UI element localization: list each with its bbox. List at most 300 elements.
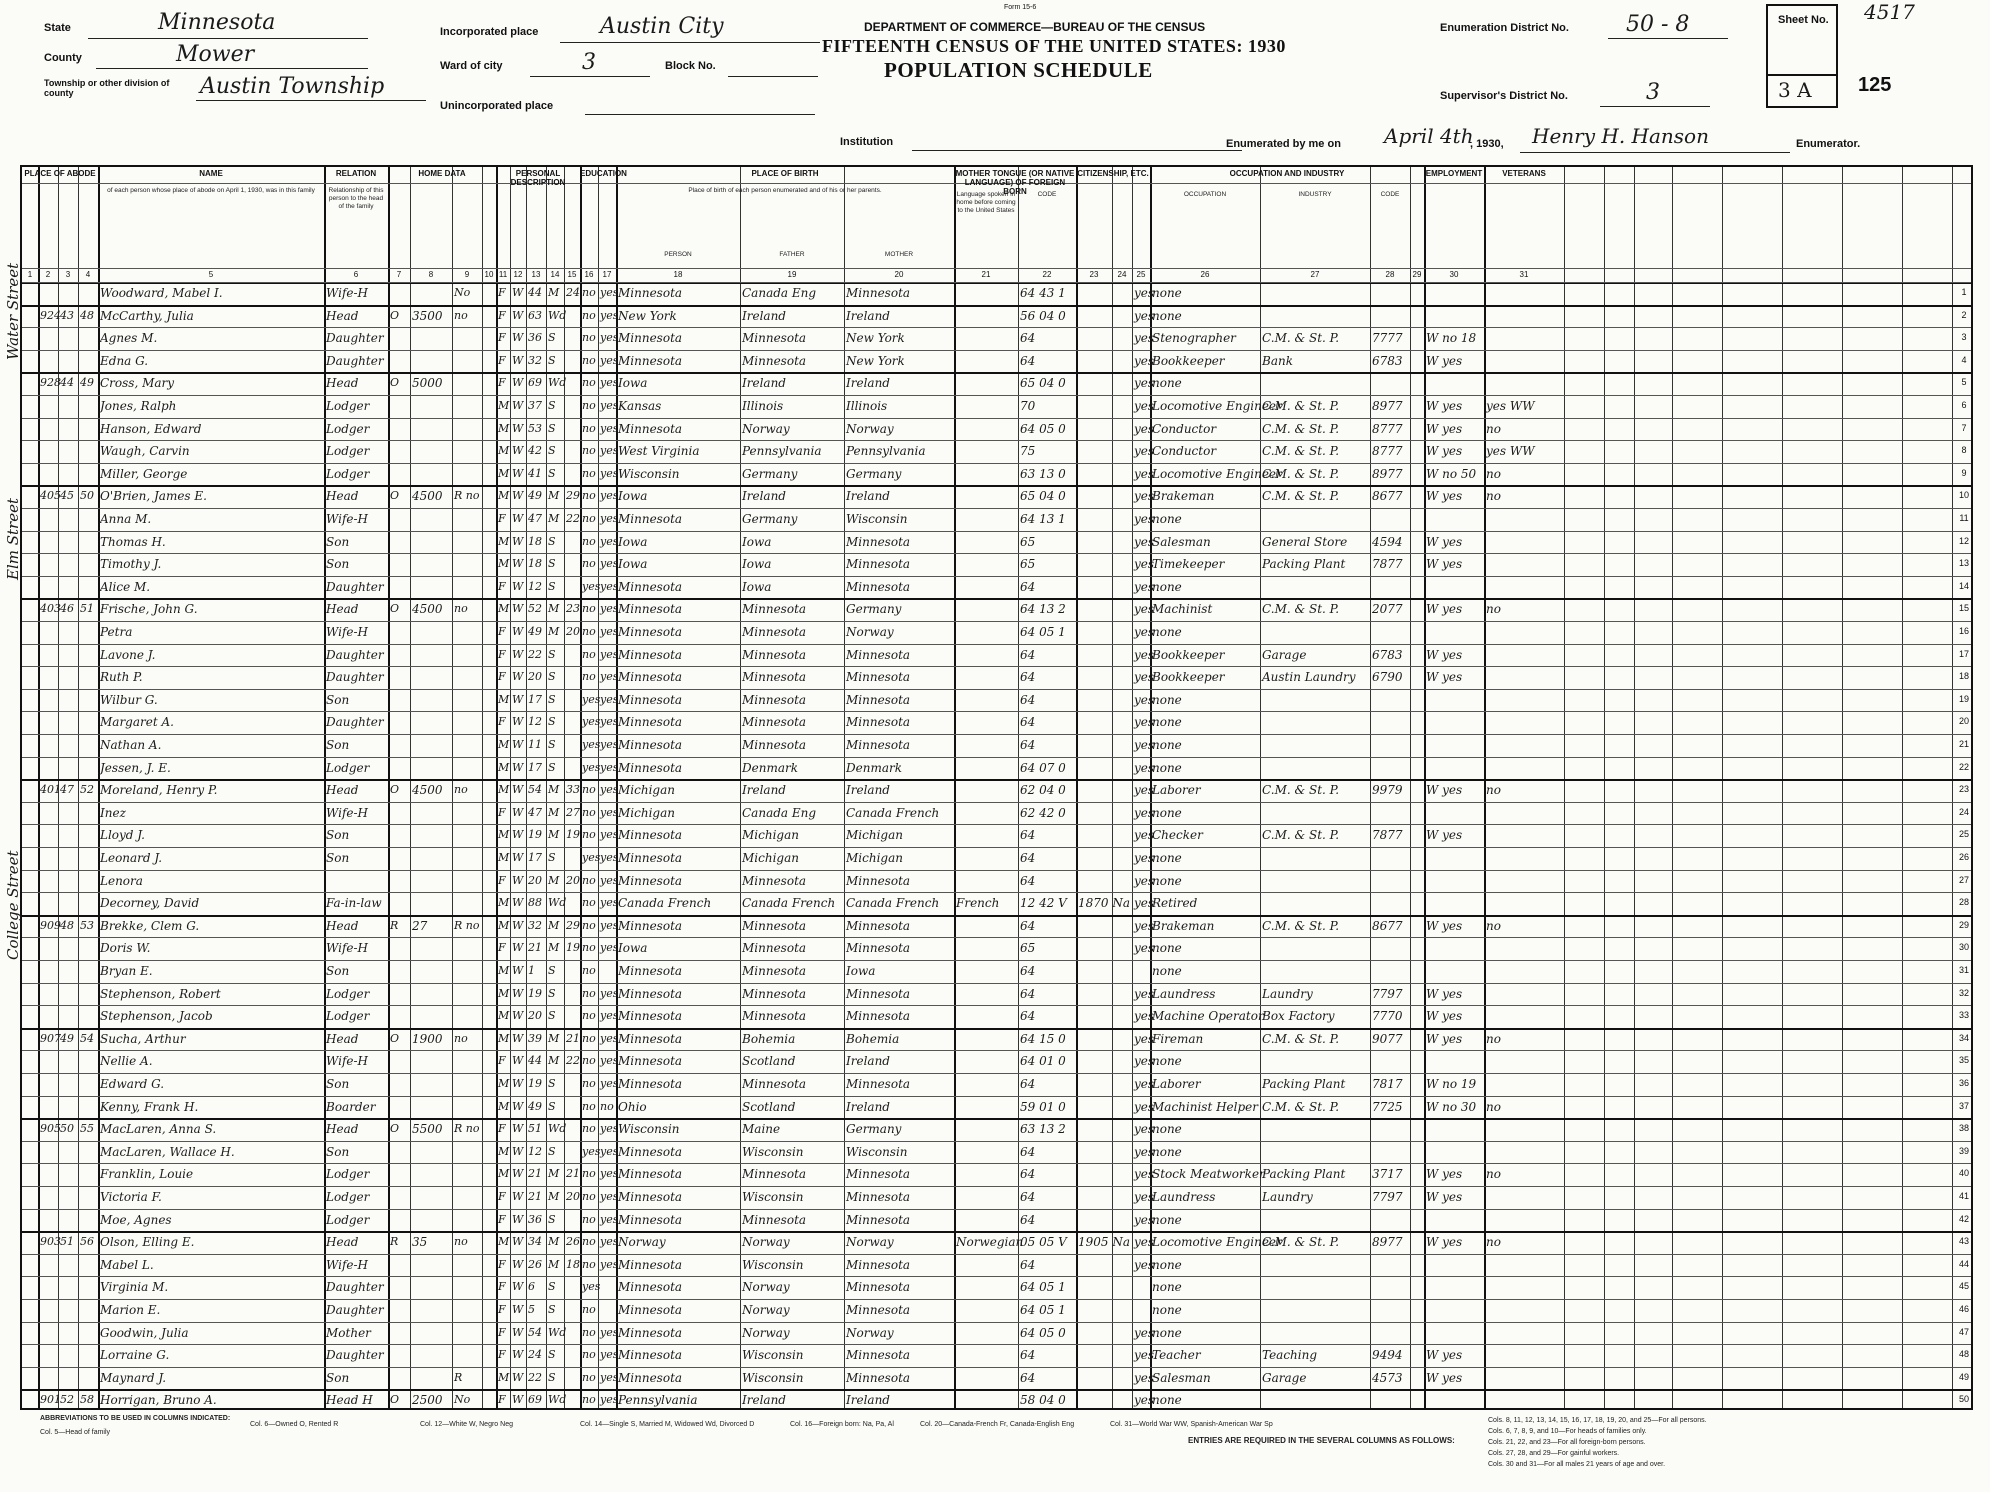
- cell-race: W: [512, 557, 524, 571]
- cell-marital: S: [548, 1280, 556, 1294]
- cell-occ_code: 7725: [1372, 1099, 1403, 1114]
- cell-read: yes: [600, 1235, 619, 1249]
- cell-age: 21: [528, 1190, 542, 1203]
- cell-age_marr: 24: [566, 286, 580, 299]
- cell-father: Wisconsin: [742, 1144, 804, 1159]
- cell-father: Iowa: [742, 534, 772, 549]
- cell-read: yes: [600, 466, 619, 480]
- cell-occupation: none: [1152, 308, 1182, 323]
- cell-code: 62 04 0: [1020, 783, 1066, 798]
- enumeration-label: Enumeration District No.: [1440, 22, 1569, 34]
- cell-age: 53: [528, 421, 542, 435]
- cell-lang: French: [956, 896, 1000, 911]
- cell-age: 6: [528, 1280, 535, 1294]
- cell-age_marr: 29: [566, 918, 580, 932]
- cell-house: 907: [40, 1031, 61, 1045]
- abbrev-col20: Col. 20—Canada-French Fr, Canada-English Eng: [920, 1421, 1075, 1428]
- cell-read: yes: [600, 896, 619, 910]
- cell-school: no: [582, 1257, 596, 1271]
- cell-relation: Wife-H: [326, 805, 369, 820]
- cell-english: yes: [1134, 1144, 1155, 1159]
- cell-sex: F: [498, 286, 506, 299]
- cell-age: 17: [528, 851, 542, 864]
- column-number: 7: [396, 270, 402, 279]
- column-line-radio: [452, 167, 453, 1408]
- cell-home: O: [390, 489, 400, 503]
- cell-relation: Daughter: [326, 1348, 384, 1363]
- line-number: 10: [1958, 490, 1969, 501]
- cell-father: Minnesota: [742, 331, 807, 346]
- column-line-natz: [1112, 167, 1113, 1408]
- cell-school: no: [582, 1099, 596, 1113]
- cell-age: 36: [528, 1212, 542, 1226]
- cell-sex: F: [498, 353, 506, 367]
- cell-sex: M: [498, 534, 510, 548]
- cell-family: 51: [80, 602, 94, 616]
- cell-name: Lorraine G.: [100, 1348, 170, 1363]
- cell-occupation: Machine Operator: [1152, 1009, 1264, 1024]
- cell-birth: Minnesota: [618, 692, 683, 707]
- cell-work: W yes: [1426, 783, 1463, 798]
- cell-radio: no: [454, 1235, 468, 1249]
- cell-code: 65 04 0: [1020, 489, 1066, 504]
- group-heading-personal: PERSONAL DESCRIPTION: [510, 169, 566, 187]
- cell-work: W no 19: [1426, 1077, 1477, 1091]
- cell-race: W: [512, 1303, 524, 1316]
- cell-code: 70: [1020, 399, 1036, 413]
- cell-school: no: [582, 1054, 596, 1068]
- cell-name: Hanson, Edward: [100, 421, 202, 436]
- cell-age: 5: [528, 1303, 535, 1316]
- cell-name: Moe, Agnes: [100, 1212, 172, 1227]
- cell-read: yes: [600, 1370, 619, 1384]
- cell-english: yes: [1134, 1122, 1155, 1137]
- cell-relation: Son: [326, 557, 350, 572]
- cell-marital: S: [548, 466, 556, 480]
- cell-race: W: [512, 896, 524, 910]
- cell-house: 909: [40, 918, 61, 932]
- cell-race: W: [512, 986, 524, 1000]
- cell-sex: M: [498, 986, 510, 1000]
- cell-work: W yes: [1426, 1167, 1463, 1182]
- line-number: 24: [1958, 806, 1969, 817]
- column-line-extra-5: [1782, 167, 1783, 1408]
- column-number: 11: [498, 270, 508, 279]
- column-number: 3: [65, 270, 71, 279]
- cell-marital: M: [548, 489, 560, 503]
- subheading-relation_desc: Relationship of this person to the head of the family: [328, 187, 384, 210]
- cell-occupation: Machinist Helper: [1152, 1099, 1259, 1114]
- line-number: 27: [1958, 874, 1969, 885]
- cell-age: 19: [528, 1077, 542, 1090]
- cell-mother: New York: [846, 353, 905, 368]
- cell-english: yes: [1134, 918, 1155, 933]
- cell-father: Minnesota: [742, 738, 807, 752]
- cell-read: yes: [600, 534, 619, 548]
- cell-english: yes: [1134, 579, 1155, 594]
- cell-family: 50: [80, 489, 94, 503]
- cell-race: W: [512, 308, 524, 322]
- cell-dwelling: 47: [60, 783, 74, 797]
- cell-work: W yes: [1426, 444, 1463, 459]
- cell-father: Norway: [742, 1325, 790, 1340]
- cell-age: 20: [528, 1009, 542, 1023]
- cell-occupation: Machinist: [1152, 602, 1213, 617]
- cell-code: 64: [1020, 1212, 1036, 1227]
- cell-name: Leonard J.: [100, 851, 163, 865]
- enumerator-label: Enumerator.: [1796, 138, 1861, 150]
- cell-name: Frische, John G.: [100, 602, 198, 617]
- cell-sex: M: [498, 421, 510, 435]
- cell-birth: Minnesota: [618, 1077, 683, 1091]
- cell-birth: Minnesota: [618, 512, 683, 526]
- cell-father: Norway: [742, 1280, 790, 1295]
- cell-age_marr: 23: [566, 602, 580, 616]
- cell-relation: Son: [326, 1144, 350, 1159]
- cell-birth: Minnesota: [618, 1212, 683, 1227]
- cell-occupation: none: [1152, 1212, 1182, 1227]
- cell-occupation: none: [1152, 941, 1182, 956]
- cell-race: W: [512, 941, 524, 955]
- cell-occupation: none: [1152, 579, 1182, 594]
- cell-school: no: [582, 1122, 596, 1136]
- cell-read: yes: [600, 1167, 619, 1181]
- cell-radio: No: [454, 286, 471, 299]
- cell-code: 64: [1020, 1009, 1036, 1024]
- cell-english: yes: [1134, 738, 1155, 752]
- cell-industry: C.M. & St. P.: [1262, 444, 1340, 459]
- cell-sex: M: [498, 1077, 510, 1090]
- cell-age: 41: [528, 466, 542, 480]
- institution-label: Institution: [840, 136, 894, 148]
- column-line-extra-8: [1952, 167, 1953, 1408]
- cell-school: no: [582, 308, 596, 322]
- subheading-name_desc: of each person whose place of abode on April 1, 1930, was in this family: [107, 187, 315, 194]
- cell-code: 64: [1020, 738, 1036, 752]
- cell-occupation: Laborer: [1152, 783, 1201, 798]
- cell-read: yes: [600, 670, 619, 684]
- cell-family: 48: [80, 308, 94, 322]
- cell-marital: S: [548, 851, 556, 864]
- cell-marital: S: [548, 399, 556, 412]
- cell-age: 17: [528, 760, 542, 774]
- cell-race: W: [512, 828, 524, 842]
- cell-age: 12: [528, 579, 542, 593]
- cell-race: W: [512, 1212, 524, 1226]
- cell-family: 58: [80, 1393, 94, 1407]
- abbrev-col5: Col. 5—Head of family: [40, 1429, 111, 1436]
- cell-age: 44: [528, 1054, 542, 1068]
- cell-school: no: [582, 1370, 596, 1384]
- cell-name: Virginia M.: [100, 1280, 169, 1295]
- abbrev-col31: Col. 31—World War WW, Spanish-American War Sp: [1110, 1421, 1273, 1428]
- cell-marital: M: [548, 918, 560, 932]
- cell-race: W: [512, 1144, 524, 1158]
- cell-sex: F: [498, 308, 506, 322]
- cell-occ_code: 9077: [1372, 1031, 1403, 1046]
- cell-age_marr: 21: [566, 1031, 580, 1045]
- cell-occupation: Brakeman: [1152, 489, 1215, 504]
- cell-race: W: [512, 1077, 524, 1090]
- cell-dwelling: 48: [60, 918, 74, 932]
- cell-value: 35: [412, 1235, 428, 1250]
- cell-relation: Lodger: [326, 421, 370, 436]
- column-number: 28: [1385, 270, 1395, 279]
- cell-birth: Minnesota: [618, 986, 683, 1001]
- cell-marital: S: [548, 579, 556, 593]
- cell-name: MacLaren, Wallace H.: [100, 1144, 235, 1159]
- cell-birth: New York: [618, 308, 677, 323]
- cell-name: Edward G.: [100, 1077, 165, 1091]
- cell-marital: Wd: [548, 1325, 567, 1339]
- cell-mother: Denmark: [846, 760, 902, 775]
- cell-code: 75: [1020, 444, 1036, 459]
- column-number: 27: [1310, 270, 1320, 279]
- cell-marital: M: [548, 1257, 560, 1271]
- cell-family: 53: [80, 918, 94, 932]
- cell-race: W: [512, 1190, 524, 1203]
- column-number: 29: [1412, 270, 1422, 279]
- column-line-citizen: [1076, 167, 1078, 1408]
- cell-sex: M: [498, 783, 510, 797]
- cell-read: yes: [600, 1393, 619, 1407]
- cell-read: yes: [600, 557, 619, 571]
- cell-industry: Teaching: [1262, 1348, 1318, 1363]
- cell-father: Scotland: [742, 1099, 796, 1114]
- column-number: 25: [1136, 270, 1146, 279]
- corner-stamp: 4517: [1864, 0, 1915, 24]
- cell-school: no: [582, 602, 596, 616]
- cell-father: Germany: [742, 466, 798, 481]
- cell-age: 17: [528, 692, 542, 706]
- column-number: 26: [1200, 270, 1210, 279]
- cell-birth: Norway: [618, 1235, 666, 1250]
- cell-school: no: [582, 1212, 596, 1226]
- form-number: Form 15-6: [1004, 4, 1037, 11]
- line-number: 6: [1961, 400, 1967, 410]
- cell-race: W: [512, 1122, 524, 1136]
- cell-sex: M: [498, 399, 510, 412]
- group-heading-birth: PLACE OF BIRTH: [751, 169, 819, 178]
- entries-4: Cols. 27, 28, and 29—For gainful workers.: [1488, 1450, 1620, 1457]
- column-line-extra-0: [1564, 167, 1565, 1408]
- cell-english: yes: [1134, 670, 1155, 685]
- cell-occ_code: 7777: [1372, 331, 1403, 346]
- cell-father: Minnesota: [742, 715, 807, 730]
- cell-english: yes: [1134, 1077, 1155, 1091]
- cell-value: 4500: [412, 489, 443, 504]
- column-line-occ_code: [1370, 167, 1371, 1408]
- cell-english: yes: [1134, 489, 1155, 504]
- cell-marital: S: [548, 964, 556, 977]
- cell-code: 64: [1020, 331, 1036, 346]
- cell-industry: Packing Plant: [1262, 557, 1346, 572]
- cell-race: W: [512, 534, 524, 548]
- cell-race: W: [512, 399, 524, 412]
- cell-mother: Minnesota: [846, 941, 911, 956]
- cell-occ_code: 8977: [1372, 399, 1403, 413]
- cell-occupation: none: [1152, 851, 1182, 865]
- cell-marital: Wd: [548, 1122, 567, 1136]
- cell-marital: S: [548, 692, 556, 706]
- cell-mother: Germany: [846, 602, 902, 617]
- cell-school: no: [582, 896, 596, 910]
- cell-vet: no: [1486, 783, 1501, 798]
- cell-mother: Wisconsin: [846, 512, 908, 526]
- cell-age_marr: 29: [566, 489, 580, 503]
- cell-relation: Son: [326, 1077, 350, 1091]
- cell-occ_code: 8977: [1372, 1235, 1403, 1250]
- cell-relation: Head: [326, 308, 359, 323]
- cell-read: yes: [600, 760, 619, 774]
- column-line-marital: [546, 167, 547, 1408]
- cell-relation: Boarder: [326, 1099, 376, 1114]
- cell-race: W: [512, 1348, 524, 1362]
- subheading-industry: INDUSTRY: [1298, 191, 1332, 198]
- cell-code: 56 04 0: [1020, 308, 1066, 323]
- cell-code: 62 42 0: [1020, 805, 1066, 820]
- cell-value: 1900: [412, 1031, 443, 1046]
- cell-read: yes: [600, 918, 619, 932]
- cell-home: R: [390, 1235, 399, 1249]
- cell-marital: Wd: [548, 376, 567, 390]
- column-number: 9: [464, 270, 470, 279]
- cell-occ_code: 4594: [1372, 534, 1403, 549]
- cell-name: Thomas H.: [100, 534, 166, 549]
- cell-age: 69: [528, 376, 542, 390]
- cell-sex: F: [498, 941, 506, 955]
- cell-industry: Laundry: [1262, 986, 1313, 1001]
- cell-mother: Germany: [846, 466, 902, 481]
- cell-birth: Ohio: [618, 1099, 647, 1114]
- cell-occupation: none: [1152, 1393, 1182, 1408]
- cell-mother: Minnesota: [846, 1348, 911, 1363]
- line-number: 48: [1958, 1349, 1969, 1360]
- cell-code: 64: [1020, 873, 1036, 888]
- cell-english: yes: [1134, 783, 1155, 798]
- cell-race: W: [512, 1370, 524, 1384]
- line-number: 16: [1958, 626, 1969, 636]
- cell-home: O: [390, 783, 400, 797]
- cell-age_marr: 19: [566, 828, 580, 842]
- cell-relation: Daughter: [326, 1303, 384, 1317]
- cell-occupation: none: [1152, 1144, 1182, 1159]
- cell-occ_code: 6783: [1372, 647, 1403, 662]
- cell-work: W yes: [1426, 1190, 1463, 1204]
- cell-occ_code: 8977: [1372, 466, 1403, 481]
- cell-work: W yes: [1426, 1348, 1463, 1363]
- group-heading-home: HOME DATA: [418, 169, 466, 178]
- column-number: 18: [673, 270, 683, 279]
- cell-relation: Daughter: [326, 353, 384, 368]
- cell-school: no: [582, 399, 596, 412]
- cell-father: Minnesota: [742, 1212, 807, 1227]
- cell-vet: no: [1486, 1167, 1501, 1182]
- cell-family: 54: [80, 1031, 94, 1045]
- cell-school: no: [582, 670, 596, 684]
- cell-code: 64: [1020, 1144, 1036, 1159]
- cell-mother: Minnesota: [846, 670, 911, 685]
- cell-code: 64: [1020, 1190, 1036, 1204]
- cell-father: Minnesota: [742, 647, 807, 662]
- cell-house: 905: [40, 1122, 61, 1136]
- cell-occ_code: 2077: [1372, 602, 1403, 617]
- cell-occ_code: 7817: [1372, 1077, 1403, 1091]
- cell-house: 928: [40, 376, 61, 390]
- cell-school: no: [582, 873, 596, 887]
- column-number: 13: [531, 270, 541, 279]
- cell-citizen: 1905 Na: [1078, 1235, 1131, 1250]
- cell-occupation: none: [1152, 1325, 1182, 1340]
- cell-birth: Minnesota: [618, 1257, 683, 1272]
- cell-sex: M: [498, 738, 510, 751]
- cell-birth: Minnesota: [618, 1009, 683, 1024]
- cell-race: W: [512, 1393, 524, 1407]
- line-number: 45: [1958, 1281, 1969, 1292]
- cell-occupation: Locomotive Engineer: [1152, 466, 1282, 481]
- enumerated-date: April 4th: [1384, 124, 1474, 148]
- cell-birth: Minnesota: [618, 602, 683, 617]
- cell-occupation: none: [1152, 715, 1182, 730]
- column-line-industry: [1260, 167, 1261, 1408]
- cell-father: Norway: [742, 1235, 790, 1250]
- cell-read: yes: [600, 647, 619, 661]
- cell-occupation: none: [1152, 805, 1182, 820]
- cell-code: 64: [1020, 1167, 1036, 1182]
- cell-read: yes: [600, 1257, 619, 1271]
- township-label: Township or other division of county: [44, 78, 170, 98]
- cell-mother: Michigan: [846, 828, 903, 843]
- cell-read: yes: [600, 376, 619, 390]
- cell-name: Woodward, Mabel I.: [100, 286, 223, 300]
- abbrev-title: ABBREVIATIONS TO BE USED IN COLUMNS INDICATED:: [40, 1415, 231, 1422]
- cell-sex: M: [498, 557, 510, 571]
- cell-code: 63 13 2: [1020, 1122, 1066, 1137]
- cell-father: Canada Eng: [742, 286, 817, 300]
- cell-occupation: Conductor: [1152, 421, 1217, 436]
- cell-value: 3500: [412, 308, 443, 323]
- cell-marital: M: [548, 828, 560, 842]
- cell-age: 49: [528, 625, 542, 638]
- line-number: 32: [1958, 987, 1969, 998]
- cell-occ_code: 8677: [1372, 918, 1403, 933]
- cell-age: 47: [528, 805, 542, 819]
- cell-english: yes: [1134, 1009, 1155, 1024]
- cell-school: no: [582, 918, 596, 932]
- cell-code: 64: [1020, 692, 1036, 707]
- cell-mother: Canada French: [846, 896, 940, 911]
- cell-race: W: [512, 579, 524, 593]
- abbrev-col12: Col. 12—White W, Negro Neg: [420, 1421, 513, 1428]
- cell-school: yes: [582, 1280, 601, 1294]
- cell-industry: C.M. & St. P.: [1262, 783, 1340, 798]
- cell-marital: S: [548, 1212, 556, 1226]
- cell-name: Brekke, Clem G.: [100, 918, 200, 933]
- cell-marital: S: [548, 1099, 556, 1113]
- cell-father: Michigan: [742, 828, 799, 843]
- column-line-value: [410, 167, 411, 1408]
- cell-race: W: [512, 625, 524, 638]
- line-number: 17: [1958, 648, 1969, 659]
- column-number: 31: [1519, 270, 1529, 279]
- cell-read: yes: [600, 1212, 619, 1226]
- cell-read: yes: [600, 1054, 619, 1068]
- cell-code: 65 04 0: [1020, 376, 1066, 391]
- line-number: 35: [1958, 1055, 1969, 1066]
- cell-code: 64 43 1: [1020, 286, 1066, 300]
- cell-father: Minnesota: [742, 873, 807, 888]
- cell-age: 22: [528, 1370, 542, 1384]
